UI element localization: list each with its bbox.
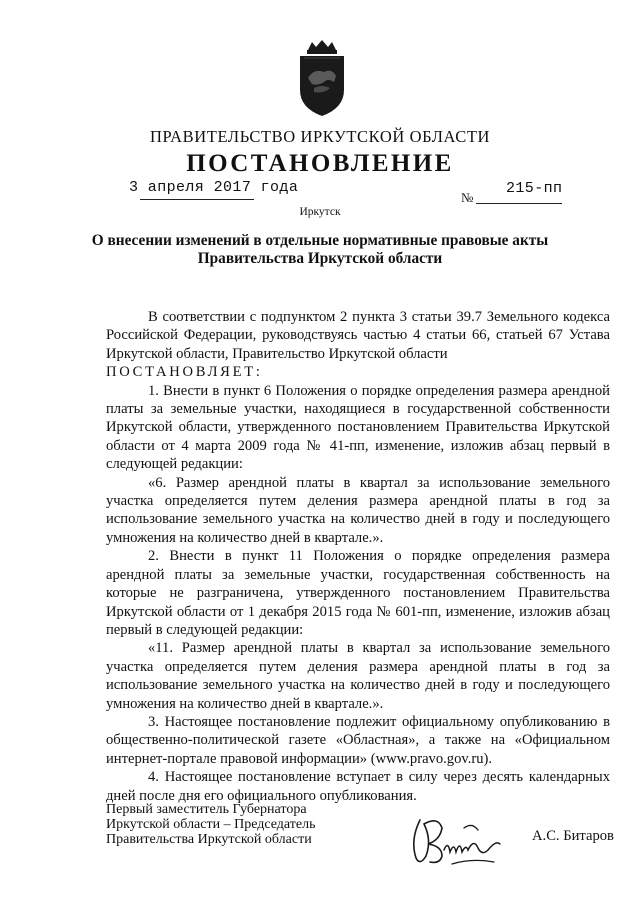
coat-of-arms-icon bbox=[294, 38, 350, 118]
subject-line: О внесении изменений в отдельные нормативные правовые акты bbox=[91, 232, 549, 249]
number-sign: № bbox=[461, 190, 474, 205]
document-body bbox=[106, 308, 610, 805]
signer-title-line: Первый заместитель Губернатора bbox=[106, 802, 307, 817]
clause-paragraph: 4. Настоящее постановление вступает в силу через десять календарных дней после дня его официального опубликования. bbox=[106, 769, 610, 804]
signer-title bbox=[106, 803, 315, 847]
signer-title-line: Правительства Иркутской области bbox=[106, 831, 312, 847]
number-underline bbox=[476, 203, 562, 204]
document-number: 215-пп bbox=[506, 180, 563, 197]
clause-paragraph: 2. Внести в пункт 11 Положения о порядке определения размера арендной платы за земельные участки, государственная собственность на которые не разграничена, утвержденного постановлением Правительства Иркутской области от 1 декабря 2015 года № 601-пп, изменение, изложив абзац первый в следующей редакции: bbox=[106, 548, 610, 638]
signer-title-line: Иркутской области – Председатель bbox=[106, 816, 316, 832]
handwritten-signature bbox=[402, 800, 508, 870]
document-subject bbox=[0, 232, 640, 268]
document-date: 3 апреля 2017 года bbox=[129, 179, 299, 196]
document-type: ПОСТАНОВЛЕНИЕ bbox=[186, 150, 454, 177]
clause-paragraph: 1. Внести в пункт 6 Положения о порядке определения размера арендной платы за земельные участки, находящиеся в государственной собственности Иркутской области, утвержденного постановлением Правительства Иркутской области от 4 марта 2009 года № 41-пп, изменение, изложив абзац первый в следующей редакции: bbox=[106, 382, 610, 473]
resolves-heading: ПОСТАНОВЛЯЕТ: bbox=[106, 364, 263, 381]
subject-line: Правительства Иркутской области bbox=[197, 250, 443, 267]
date-underline bbox=[140, 199, 254, 200]
clause-quote-paragraph: «6. Размер арендной платы в квартал за использование земельного участка определяется путем деления размера арендной платы в год за использование земельного участка на количество дней в году и последующего умножения на количество дней в квартале.». bbox=[106, 474, 610, 546]
clause-quote-paragraph: «11. Размер арендной платы в квартал за использование земельного участка определяется путем деления размера арендной платы в год за использование земельного участка на количество дней в году и последующего умножения на количество дней в квартале.». bbox=[106, 640, 610, 712]
preamble-paragraph: В соответствии с подпунктом 2 пункта 3 статьи 39.7 Земельного кодекса Российской Федерации, руководствуясь частью 4 статьи 66, статьей 67 Устава Иркутской области, Правительство Иркутской области bbox=[106, 309, 610, 362]
organization-name: ПРАВИТЕЛЬСТВО ИРКУТСКОЙ ОБЛАСТИ bbox=[149, 127, 491, 146]
city-name: Иркутск bbox=[299, 206, 341, 218]
signer-name: А.С. Битаров bbox=[532, 828, 614, 844]
clause-paragraph: 3. Настоящее постановление подлежит официальному опубликованию в общественно-политической газете «Областная», а также на «Официальном интернет-портале правовой информации» (www.pravo.gov.ru). bbox=[106, 713, 610, 767]
